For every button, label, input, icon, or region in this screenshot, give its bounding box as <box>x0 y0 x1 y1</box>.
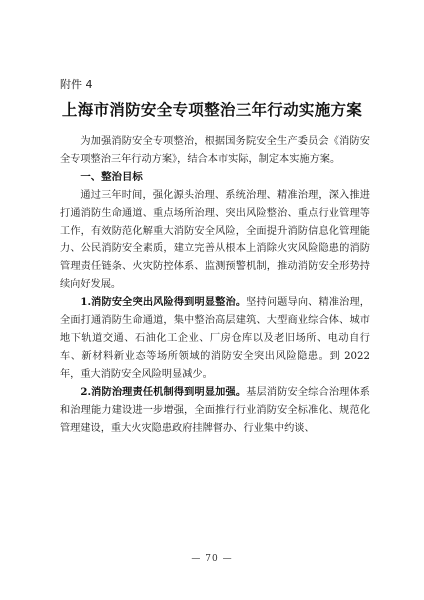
goals-paragraph: 通过三年时间，强化源头治理、系统治理、精准治理，深入推进打通消防生命通道、重点场所治理、突出风险整治、重点行业管理等工作，有效防范化解重大消防安全风险，全面提升消防信息化管理能力、公民消防安全素质，建立完善从根本上消除火灾风险隐患的消防管理责任链条、火灾防控体系、监测预警机制，推动消防安全形势持续向好发展。 <box>60 189 370 291</box>
intro-paragraph: 为加强消防安全专项整治，根据国务院安全生产委员会《消防安全专项整治三年行动方案》，结合本市实际，制定本实施方案。 <box>60 136 370 165</box>
item-1-paragraph <box>60 294 370 384</box>
attachment-label: 附件 4 <box>60 78 93 91</box>
document-body <box>60 133 370 437</box>
document-title: 上海市消防安全专项整治三年行动实施方案 <box>61 100 363 119</box>
item-1-lead: 1.消防安全突出风险得到明显整治。 <box>80 296 247 309</box>
item-2-lead: 2.消防治理责任机制得到明显加强。 <box>80 385 247 398</box>
item-1-text: 坚持问题导向、精准治理，全面打通消防生命通道，集中整治高层建筑、大型商业综合体、城市地下轨道交通、石油化工企业、厂房仓库以及老旧场所、电动自行车、新材料新业态等场所领域的消防安全突出风险隐患。到 2022 年，重大消防安全风险明显减少。 <box>60 297 370 380</box>
section-heading-goals: 一、整治目标 <box>80 170 143 183</box>
item-2-text: 基层消防安全综合治理体系和治理能力建设进一步增强，全面推行行业消防安全标准化、规范化管理建设，重大火灾隐患政府挂牌督办、行业集中约谈、 <box>60 386 370 434</box>
item-2-paragraph <box>60 384 370 438</box>
page-number: — 70 — <box>191 554 233 564</box>
